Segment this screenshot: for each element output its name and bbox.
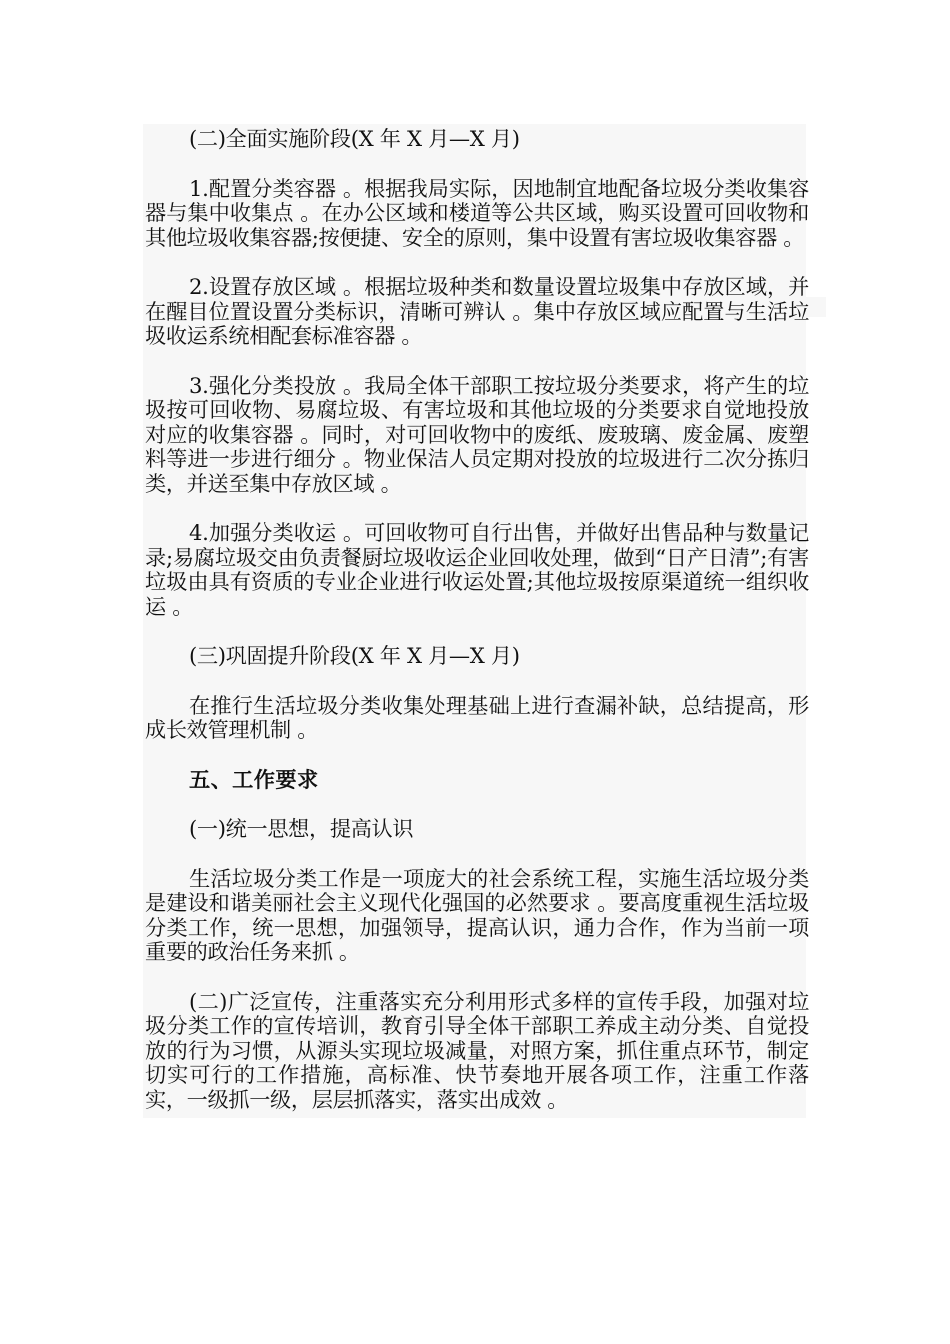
subsection-title-phase-three: (三)巩固提升阶段(X 年 X 月—X 月)	[189, 643, 520, 668]
paragraph-configure-containers: 1.配置分类容器 。根据我局实际，因地制宜地配备垃圾分类收集容器与集中收集点 。在办公区域和楼道等公共区域，购买设置可回收物和其他垃圾收集容器;按便捷、安全的原则，集中设置有害垃圾收集容器 。	[145, 175, 809, 250]
subsection-title-phase-two: (二)全面实施阶段(X 年 X 月—X 月)	[189, 126, 520, 151]
text-highlight-extension	[806, 297, 826, 317]
paragraph-sorted-disposal: 3.强化分类投放 。我局全体干部职工按垃圾分类要求，将产生的垃圾按可回收物、易腐垃圾、有害垃圾和其他垃圾的分类要求自觉地投放对应的收集容器 。同时，对可回收物中的废纸、废玻璃、废金属、废塑料等进一步进行细分 。物业保洁人员定期对投放的垃圾进行二次分拣归类，并送至集中存放区域 。	[145, 372, 809, 496]
document-body	[145, 124, 809, 1112]
paragraph-consolidation: 在推行生活垃圾分类收集处理基础上进行查漏补缺，总结提高，形成长效管理机制 。	[145, 692, 809, 742]
paragraph-collection-transport: 4.加强分类收运 。可回收物可自行出售，并做好出售品种与数量记录;易腐垃圾交由负责餐厨垃圾收运企业回收处理，做到“日产日清”;有害垃圾由具有资质的专业企业进行收运处置;其他垃圾按原渠道统一组织收运 。	[145, 520, 809, 619]
subsection-title-unify-thinking: (一)统一思想，提高认识	[189, 816, 414, 841]
paragraph-unify-thinking: 生活垃圾分类工作是一项庞大的社会系统工程，实施生活垃圾分类是建设和谐美丽社会主义现代化强国的必然要求 。要高度重视生活垃圾分类工作，统一思想，加强领导，提高认识，通力合作，作为当前一项重要的政治任务来抓 。	[145, 865, 809, 964]
paragraph-publicity-implementation: (二)广泛宣传，注重落实充分利用形式多样的宣传手段，加强对垃圾分类工作的宣传培训，教育引导全体干部职工养成主动分类、自觉投放的行为习惯，从源头实现垃圾减量，对照方案，抓住重点环节，制定切实可行的工作措施，高标准、快节奏地开展各项工作，注重工作落实，一级抓一级，层层抓落实，落实出成效 。	[145, 988, 809, 1112]
section-heading-work-requirements: 五、工作要求	[189, 766, 319, 792]
paragraph-storage-area: 2.设置存放区域 。根据垃圾种类和数量设置垃圾集中存放区域，并在醒目位置设置分类标识，清晰可辨认 。集中存放区域应配置与生活垃圾收运系统相配套标准容器 。	[145, 274, 809, 348]
